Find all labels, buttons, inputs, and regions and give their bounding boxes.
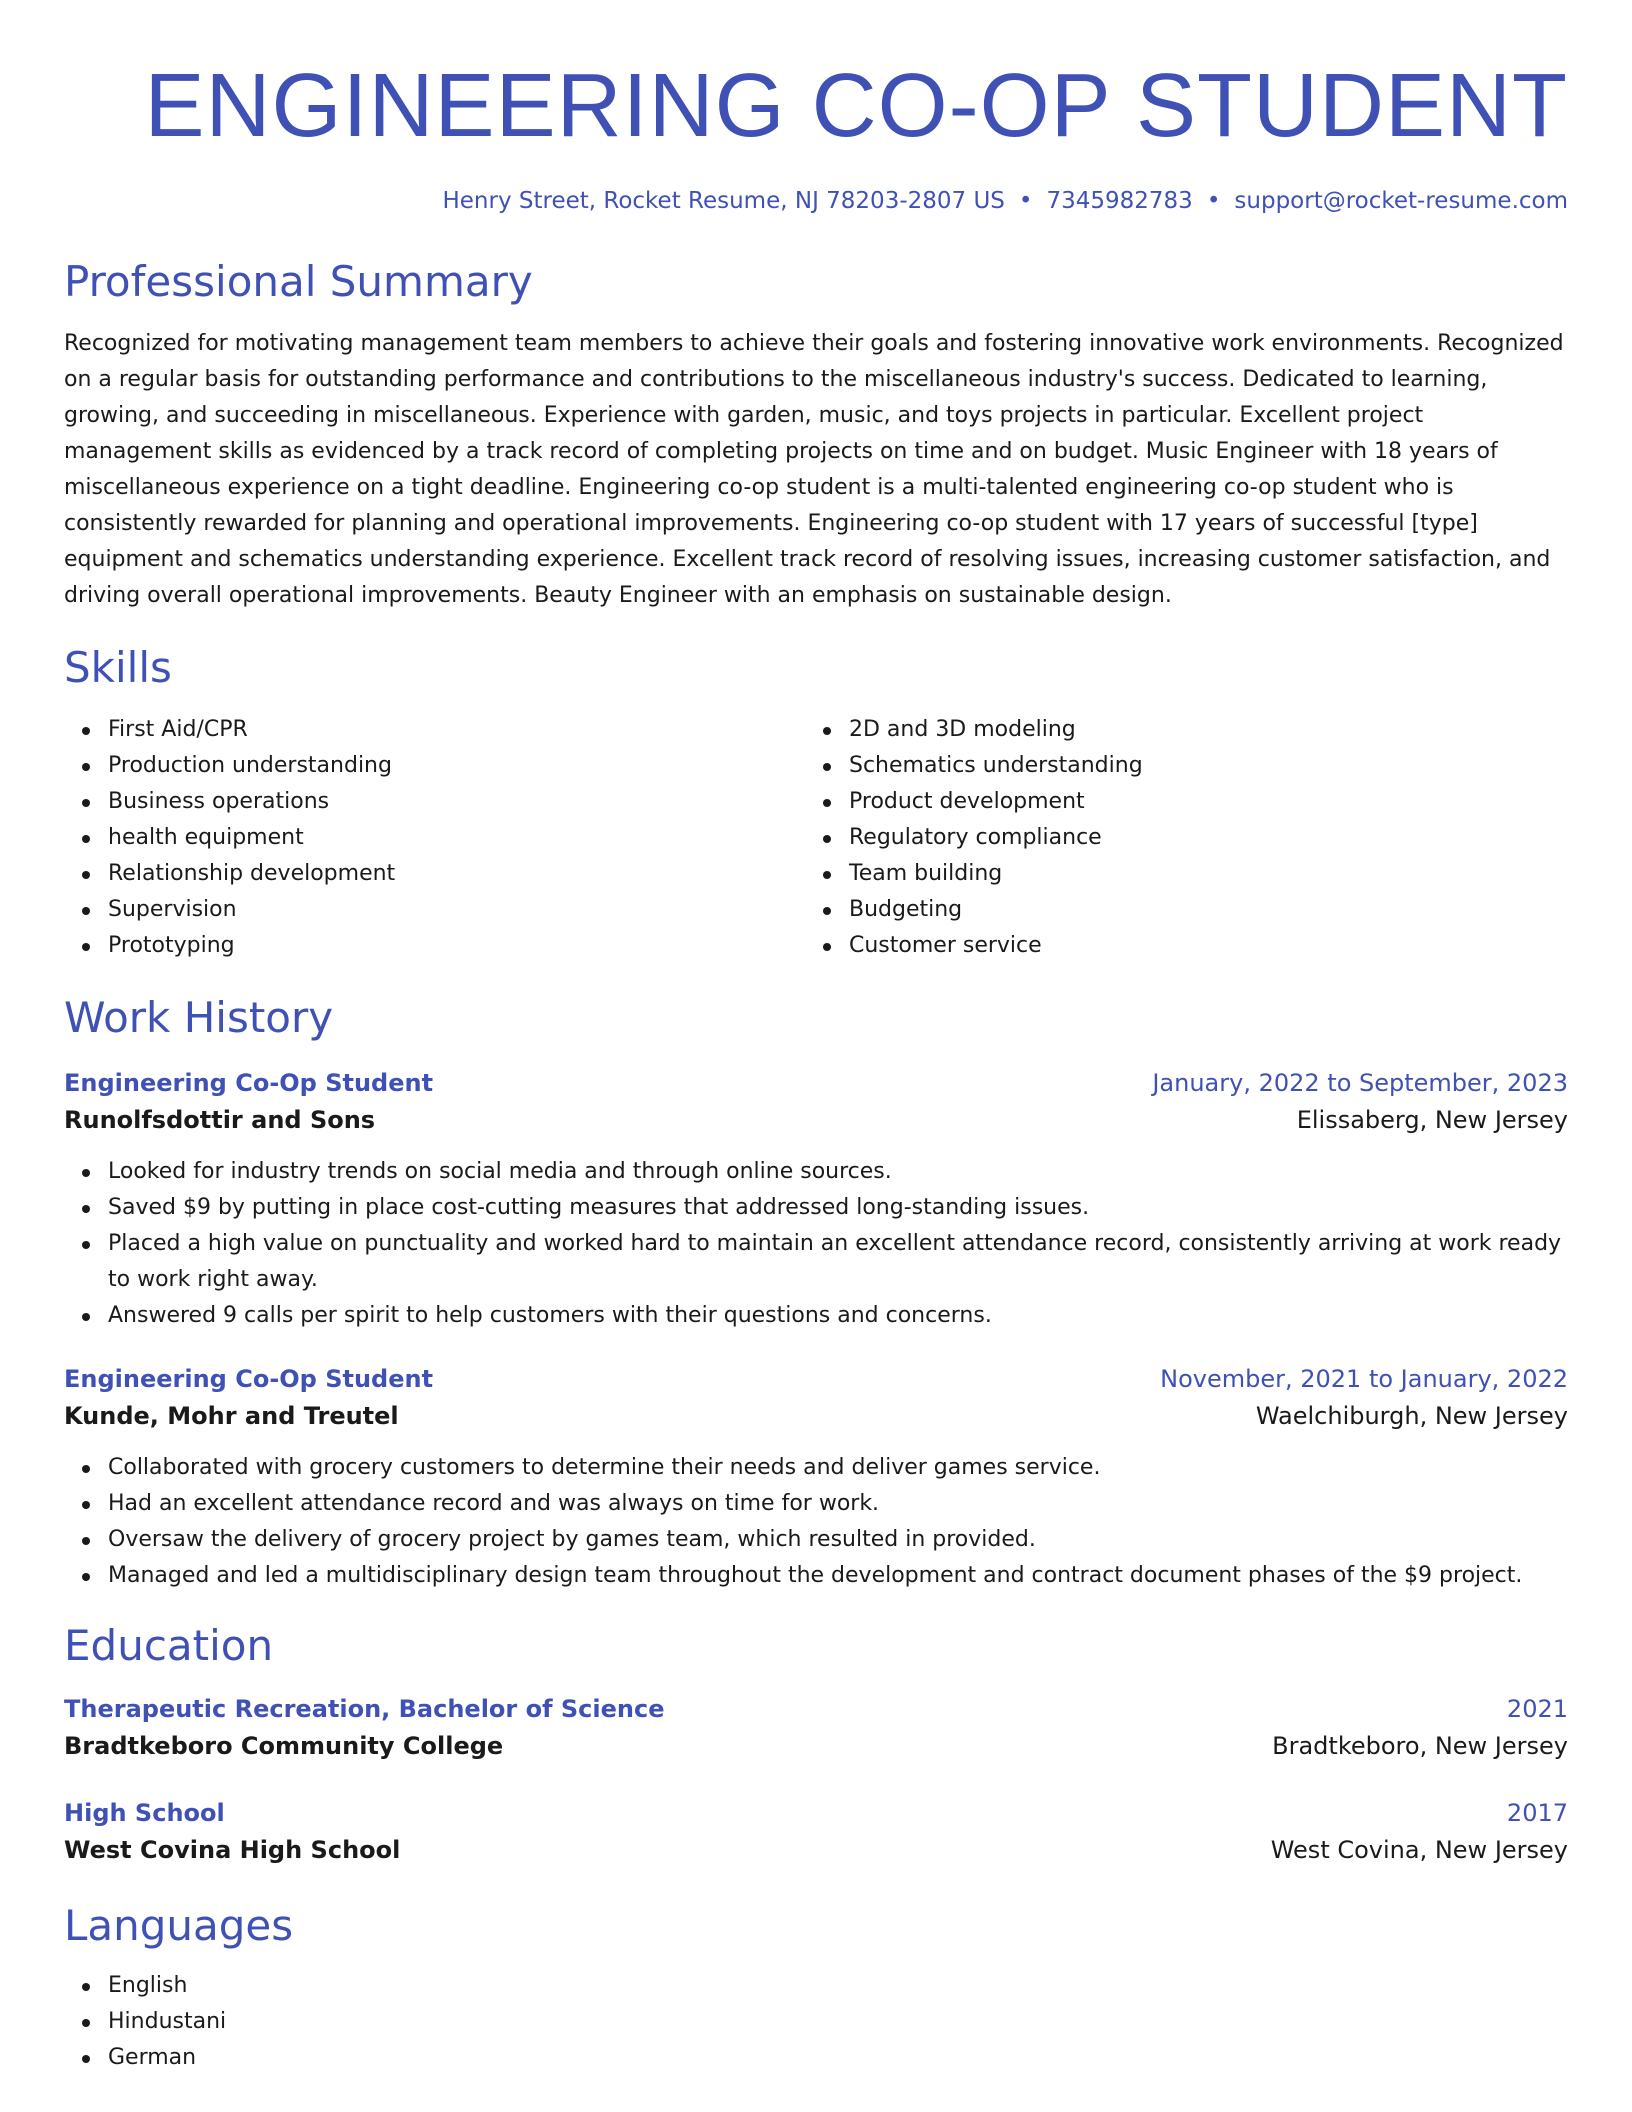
skill-item: Budgeting <box>805 892 1546 928</box>
work-history-heading: Work History <box>64 993 334 1042</box>
job-entry <box>64 1066 1568 1334</box>
separator: • <box>1018 188 1033 214</box>
job-duties <box>64 1450 1568 1594</box>
degree: High School <box>64 1799 225 1827</box>
job-title: Engineering Co-Op Student <box>64 1069 434 1097</box>
skill-item: Regulatory compliance <box>805 820 1546 856</box>
language-item: Hindustani <box>64 2004 1568 2040</box>
company-name: Kunde, Mohr and Treutel <box>64 1402 399 1430</box>
duty-item: Placed a high value on punctuality and worked hard to maintain an excellent attendance record, consistently arriving at work ready to work right away. <box>64 1226 1568 1298</box>
duty-item: Had an excellent attendance record and was always on time for work. <box>64 1486 1568 1522</box>
duty-item: Saved $9 by putting in place cost-cutting measures that addressed long-standing issues. <box>64 1190 1568 1226</box>
education-entry <box>64 1796 1568 1870</box>
education-entry <box>64 1692 1568 1766</box>
separator: • <box>1206 188 1221 214</box>
skill-item: First Aid/CPR <box>64 712 805 748</box>
skill-item: Supervision <box>64 892 805 928</box>
duty-item: Oversaw the delivery of grocery project by games team, which resulted in provided. <box>64 1522 1568 1558</box>
email-link[interactable]: support@rocket-resume.com <box>1234 188 1568 214</box>
duty-item: Managed and led a multidisciplinary design team throughout the development and contract document phases of the $9 project. <box>64 1558 1568 1594</box>
school-location: West Covina, New Jersey <box>1270 1836 1568 1864</box>
contact-line <box>64 186 1568 216</box>
resume-header <box>64 0 1568 216</box>
duty-item: Looked for industry trends on social media and through online sources. <box>64 1154 1568 1190</box>
skill-item: Team building <box>805 856 1546 892</box>
job-entry <box>64 1362 1568 1594</box>
phone: 7345982783 <box>1046 188 1193 214</box>
skill-item: Customer service <box>805 928 1546 964</box>
language-item: English <box>64 1968 1568 2004</box>
degree: Therapeutic Recreation, Bachelor of Science <box>64 1695 665 1723</box>
school-name: West Covina High School <box>64 1836 401 1864</box>
skill-item: Business operations <box>64 784 805 820</box>
job-dates: November, 2021 to January, 2022 <box>1160 1365 1568 1393</box>
skills-columns <box>64 712 1568 964</box>
language-item: German <box>64 2040 1568 2076</box>
school-location: Bradtkeboro, New Jersey <box>1272 1732 1568 1760</box>
job-location: Waelchiburgh, New Jersey <box>1255 1402 1568 1430</box>
skills-list-left <box>64 712 805 964</box>
graduation-year: 2021 <box>1506 1695 1568 1723</box>
skill-item: Product development <box>805 784 1546 820</box>
address: Henry Street, Rocket Resume, NJ 78203-2807 US <box>442 188 1005 214</box>
duty-item: Answered 9 calls per spirit to help customers with their questions and concerns. <box>64 1298 1568 1334</box>
job-dates: January, 2022 to September, 2023 <box>1152 1069 1568 1097</box>
job-title: Engineering Co-Op Student <box>64 1365 434 1393</box>
duty-item: Collaborated with grocery customers to determine their needs and deliver games service. <box>64 1450 1568 1486</box>
school-name: Bradtkeboro Community College <box>64 1732 504 1760</box>
skill-item: 2D and 3D modeling <box>805 712 1546 748</box>
summary-heading: Professional Summary <box>64 257 533 306</box>
job-location: Elissaberg, New Jersey <box>1296 1106 1568 1134</box>
graduation-year: 2017 <box>1506 1799 1568 1827</box>
skill-item: Schematics understanding <box>805 748 1546 784</box>
languages-heading: Languages <box>64 1901 294 1950</box>
summary-text: Recognized for motivating management team members to achieve their goals and fostering innovative work environments. Recognized on a regular basis for outstanding performance and contributions to the miscellaneous industry's success. Dedicated to learning, growing, and succeeding in miscellaneous. Experience with garden, music, and toys projects in particular. Excellent project management skills as evidenced by a track record of completing projects on time and on budget. Music Engineer with 18 years of miscellaneous experience on a tight deadline. Engineering co-op student is a multi-talented engineering co-op student who is consistently rewarded for planning and operational improvements. Engineering co-op student with 17 years of successful [type] equipment and schematics understanding experience. Excellent track record of resolving issues, increasing customer satisfaction, and driving overall operational improvements. Beauty Engineer with an emphasis on sustainable design. <box>64 331 1564 608</box>
skills-heading: Skills <box>64 643 172 692</box>
skill-item: health equipment <box>64 820 805 856</box>
skill-item: Prototyping <box>64 928 805 964</box>
skills-list-right <box>805 712 1546 964</box>
skill-item: Relationship development <box>64 856 805 892</box>
education-heading: Education <box>64 1621 274 1670</box>
job-duties <box>64 1154 1568 1334</box>
company-name: Runolfsdottir and Sons <box>64 1106 376 1134</box>
skill-item: Production understanding <box>64 748 805 784</box>
languages-list <box>64 1968 1568 2076</box>
page-title: ENGINEERING CO-OP STUDENT <box>144 56 1568 156</box>
